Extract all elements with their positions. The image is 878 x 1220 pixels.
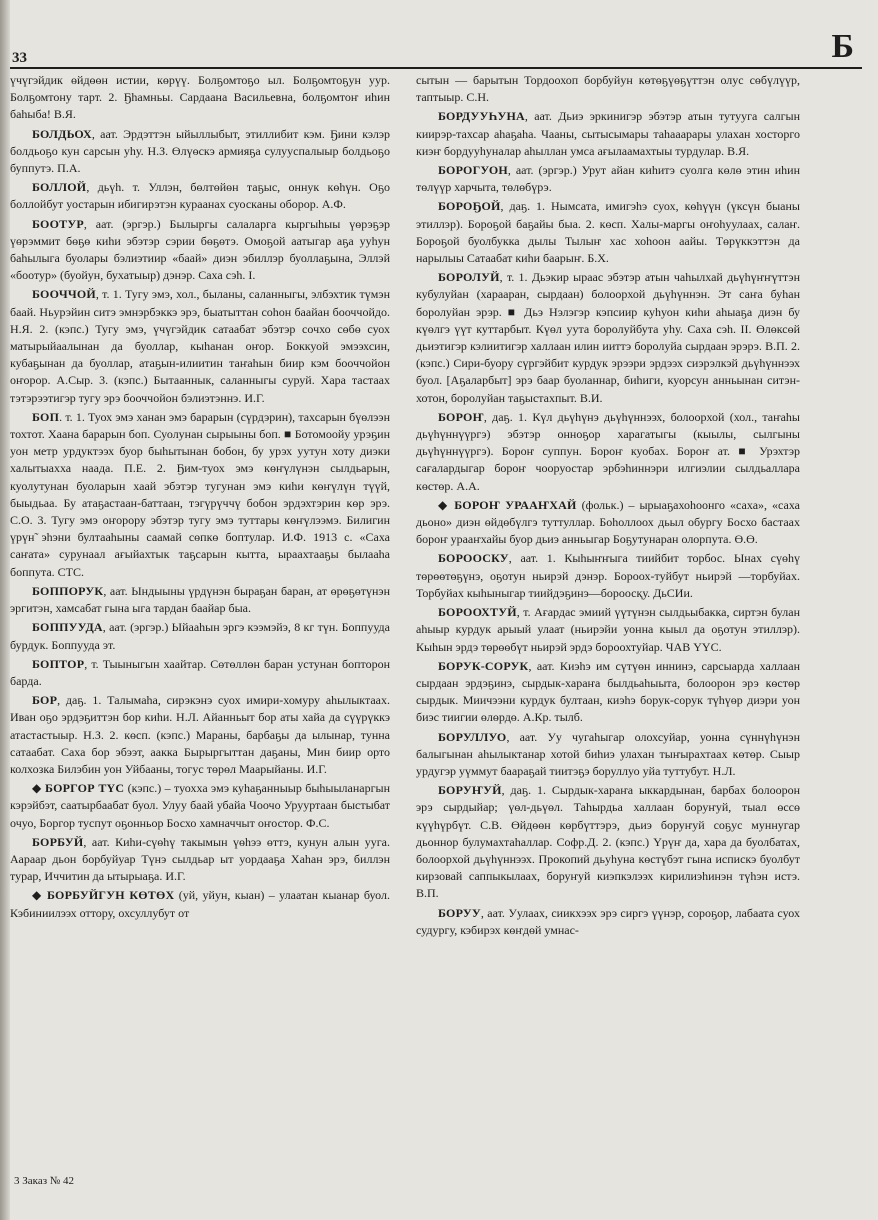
dictionary-entry bbox=[416, 162, 800, 196]
entry-definition: (кэпс.) – туохха эмэ куһаҕанныыр быһыыланаргын кэрэйбэт, саатырбаабат буол. Улуу баай убайа Чоочо Урууртаан быстыбат очуо, Боргор туспут оҕонньор Босхо хамначчыт оҥостор. Ф.С. bbox=[10, 781, 390, 830]
dictionary-entry bbox=[10, 286, 390, 406]
entry-definition: үчүгэйдик өйдөөн истии, көрүү. Болҕомтоҕо ыл. Болҕомтоҕун уур. Болҕомтону тарт. 2. Ҕһамньы. Сардаана Васильевна, болҕомтоҥ иһин баһыба! В.Я. bbox=[10, 73, 390, 122]
entry-headword: БООТУР bbox=[32, 216, 84, 231]
entry-headword: БОППОРУК bbox=[32, 583, 104, 598]
entry-definition: , даҕ. 1. Нымсата, имигэһэ суох, көһүүн (үксүн быаны этиллэр). Бороҕой баҕайы быа. 2. көсп. Халы-маргы оҥоһуулаах, салаҥ. Бороҕой буолбукка дылы Тылыҥ хас хоһоон аайы. Төрүккэттэн да нарылыы Сатаабат киһи баарыҥ. Б.Х. bbox=[416, 199, 800, 266]
dictionary-entry bbox=[10, 692, 390, 778]
idiom-marker-icon: ◆ bbox=[32, 888, 47, 903]
dictionary-entry bbox=[10, 72, 390, 124]
entry-definition: , аат. Киэһэ им сүтүөн иннинэ, сарсыарда халлаан сырдаан эрдэҕинэ, сырдык-хараҥа былдьаһыыта, болоорон эрэ көстөр сырдык. Миичээни курдук бултаан, киэһэ борук-сорук түһүөр диэри уон биэс тиигии өлөрдө. А.Кр. тылб. bbox=[416, 658, 800, 725]
entry-definition: , даҕ. 1. Күл дьүһүнэ дьүһүннээх, болоорхой (хол., таҥаһы дьүһүннүүргэ) эбэтэр онноҕор харагатыгы (кыылы, сылгыны дьүһүннүүргэ). Бороҥ суппун. Бороҥ куобах. Бороҥ ат. ■ Урэхтэр сағалардыгар бороҥ чооруостар эрбэһиннэри илгиэлии сылдьаллара көстөр. А.А. bbox=[416, 409, 800, 493]
entry-definition: , даҕ. 1. Талымаһа, сирэкэнэ суох имири-хомуру аһылыктаах. Иван оҕо эрдэҕиттэн бор киһи. Н.Л. Айанньыт бор аты хайа да сүүрүккэ атастастыыр. Н.З. 2. көсп. (кэпс.) Мараны, барбаҕы да ылынар, тунна сатаабат. Саха бор эбээт, аакка Бырыргыттан даҕаны, Мин биир орто колхозка Билэбин уон Уйбааны, тогус төрөл Маарыйаны. И.Г. bbox=[10, 693, 390, 776]
dictionary-entry bbox=[10, 409, 390, 581]
dictionary-entry bbox=[10, 179, 390, 213]
entry-definition: (уй, уйун, кыан) – улаатан кыанар буол. Кэбиниилээх оттору, охсуллубут от bbox=[10, 888, 390, 920]
entry-headword: БОППУУДА bbox=[32, 620, 103, 635]
dictionary-entry bbox=[10, 216, 390, 285]
entry-definition: , аат. Киһи-сүөһү такымын үөһээ өттэ, кунун алын ууга. Аараар дьон борбуйуар Түнэ сылдьар ыт уордааҕа Хаһан эрэ, биллэн турар, Иччитин да ытырыаҕа. И.Г. bbox=[10, 834, 390, 884]
page-number: 33 bbox=[12, 50, 27, 66]
entry-headword: БОПТОР bbox=[32, 656, 85, 671]
entry-definition: , аат. Дьиэ эркинигэр эбэтэр атын тутууга салгын киирэр-тахсар аһаҕаһа. Чааны, сытысымары таһааарары улахан хосторго киэҥ бордууһуналар аһыллан умса ағылаамахтыы турдулар. В.Я. bbox=[416, 109, 800, 158]
dictionary-entry bbox=[416, 905, 800, 939]
entry-definition: , т. 1. Дьэкир ыраас эбэтэр атын чаһылхай дьүһүҥҥүттэн кубулуйан (харааран, сырдаан) болоорхой дьүһүннэн. Эт саҥа буһан боролуйан эрэр. ■ Дьэ Нэлэгэр кэпсиир куһуон киһи аһыаҕа диэн бу күөлгэ үүт куттарбыт. Күөл уута боролуйбута уһу. Саха сэһ. II. Өлөксөй дьиэтигэр кэлиитигэр халлаан илин ииттэ боролуйа сырдаан эрэрэ. В.П. 2. (кэпс.) Сири-буору сүргэйбит курдук эрээри эрдээх сиэрэлкэй дьүһүннээх буол. [Аҕаларбыт] эрэ баар буоланнар, биһиги, куорсун анньынан ситэн-хотон, боролуйан таҕыстахпыт. В.И. bbox=[416, 270, 800, 405]
entry-definition: , аат. 1. Кыһыҥҥыга тиийбит торбос. Ынах сүөһү төрөөтөҕүнэ, оҕотун ньирэй дэнэр. Бороох-туйбут ньирэй —торбуйах. Торбуйах кыһыныгар тиийдэҕинэ—бороосқу. ДьСИи. bbox=[416, 551, 800, 600]
entry-definition: , аат. Уулаах, сиикхээх эрэ сиргэ үүнэр, сороҕор, лабаата суох судургу, кэбирэх көҥдөй умнас- bbox=[416, 905, 800, 937]
dictionary-entry bbox=[10, 780, 390, 832]
idiom-marker-icon: ◆ bbox=[438, 497, 455, 512]
dictionary-entry bbox=[10, 583, 390, 617]
entry-headword: БОП bbox=[32, 409, 60, 424]
entry-headword: БОРДУУҺУНА bbox=[438, 109, 525, 124]
entry-headword: БОРОҔОЙ bbox=[438, 199, 501, 214]
entry-headword: БОРОҤ УРААҤХАЙ bbox=[454, 497, 577, 512]
entry-headword: БОРБУЙГУН КӨТӨХ bbox=[47, 888, 175, 903]
entry-definition: , даҕ. 1. Сырдык-хараҥа ыккардынан, барбах болоорон эрэ сырдыйар; үөл-дьүөл. Таһырдьа халлаан боруҥуй, тыал өссө күүһүрбүт. С.В. Өйдөөн көрбүттэрэ, дьиэ боруҥуй соҕус муннугар дьоннор булумахтаһаллар. Софр.Д. 2. (кэпс.) Үрүҥ да, хара да буолбатах, болоорхой дьүһүннээх. Прокопий дьуһуна көстүбэт гына испискэ буолбут кирзовай саппыкылаах, боруҥуй киэпкэлээх кирилиэһинэн түһэн истэ. В.П. bbox=[416, 783, 800, 901]
entry-definition: , аат. Ындыыны үрдүнэн быраҕан баран, ат өрөҕөтүнэн эргитэн, хамсабат гына ыга тардан баайар быа. bbox=[10, 583, 390, 616]
entry-headword: БОРГОР ТҮС bbox=[45, 781, 125, 796]
dictionary-entry bbox=[10, 656, 390, 690]
entry-headword: БОРУЛЛУО bbox=[438, 729, 507, 744]
entry-headword: БОРУК-СОРУК bbox=[438, 658, 529, 673]
entry-headword: БОЛЛОЙ bbox=[32, 180, 87, 195]
entry-headword: БОРОҤ bbox=[438, 409, 484, 424]
entry-definition: , аат. (эргэр.) Былыргы салаларга кыргыһыы үөрэҕэр үөрэммит бөҕө киһи эбэтэр сэрии бөҕөтэ. Омоҕой аатыгар аҕа ууһун баһылыга буолары бэлиэтиир «баай» диэн эбиллэр буоллаҕына, Эллэй «боотур» (буойун, бухатыыр) дэнэр. Саха сэһ. І. bbox=[10, 216, 390, 283]
entry-headword: БОРБУЙ bbox=[32, 834, 84, 849]
entry-definition: , аат. (эргэр.) Ыйааһын эргэ кээмэйэ, 8 кг түн. Боппууда бурдук. Боппууда эт. bbox=[10, 620, 390, 652]
dictionary-entry bbox=[416, 729, 800, 781]
entry-headword: БООЧЧОЙ bbox=[32, 287, 96, 302]
entry-definition: (фольк.) – ырыаҕахоһоонго «саха», «саха дьоно» диэн өйдөбүлгэ туттуллар. Боһоллоох дьыл обургу Босхо бастаах бороҥ урааҥхайы буор дьиэ анньыгар Боҕутунаран олорпута. Ө.Ө. bbox=[416, 497, 800, 547]
dictionary-entry bbox=[416, 604, 800, 656]
entry-definition: , т. Ағардас эмиий үүтүнэн сылдьыбакка, сиртэн булан аһыыр курдук арыый улаат (ньирэйи уонна кыыл да оҕотун этиллэр). Кыһын эрдэ төрөөбүт ньирэй эрдэ бороохтуйар. ЧАВ ҮҮС. bbox=[416, 605, 800, 654]
dictionary-entry bbox=[416, 658, 800, 727]
dictionary-entry bbox=[416, 550, 800, 602]
entry-definition: сытын — барытын Тордоохоп борбуйун көтөҕүөҕүттэн олус сөбүлүүр, таптыыр. С.Н. bbox=[416, 73, 800, 105]
dictionary-entry bbox=[10, 619, 390, 653]
left-column bbox=[10, 72, 390, 1180]
running-head-letter: Б bbox=[831, 28, 854, 65]
dictionary-entry bbox=[416, 782, 800, 902]
entry-definition: . т. 1. Туох эмэ ханан эмэ барарын (сүрдэрин), тахсарын бүөлээн тохтот. Хаана барарын боп. Суолунан сырыыны боп. ■ Ботомоойу урэҕин уон метр урдуктээх буор быһытынан бобон, бу урэх уутун хоту диэки халытыахха наада. П.Е. 2. Ҕим-туох эмэ көҥүлүнэн сылдьарын, куолутунан буоларын хаай эбэтэр тугунан эмэ киһи көҥүлүн түүй, быыдьаа. Бу атаҕастаан-баттаан, тэгүрүччү бобон эрдэхтэрин көр эрэ. С.О. 3. Тугу эмэ оҥорору эбэтэр тугу эмэ туттары көҥүлээмэ. Билигин үрүн̃ эһэни бултааһыны саамай сөпкө боптулар. И.Ф. 1913 с. «Саха саҥата» сурунаал ағыйахтык таҕсарын кытта, ыраахтааҕы былааһа боппута. СТС. bbox=[10, 409, 390, 579]
entry-headword: БОР bbox=[32, 693, 58, 708]
entry-definition: , аат. Уу чугаһыгар олохсуйар, уонна сүннүһүнэн балыгынан аһылыктанар хотой биһиэ улахан тыҥырахтаах көтөр. Сыыр урдугэр уүммут баараҕай тиитэҕэ боруллуо уйа туттубут. Н.Л. bbox=[416, 729, 800, 778]
entry-headword: БОРОЛУЙ bbox=[438, 270, 500, 285]
dictionary-entry bbox=[10, 887, 390, 921]
dictionary-entry bbox=[416, 108, 800, 160]
dictionary-entry bbox=[10, 126, 390, 178]
dictionary-entry bbox=[416, 72, 800, 106]
entry-headword: БОРОГУОН bbox=[438, 163, 508, 178]
dictionary-entry bbox=[416, 269, 800, 407]
entry-headword: БОРУҤУЙ bbox=[438, 783, 502, 798]
right-column bbox=[416, 72, 800, 1180]
dictionary-entry bbox=[10, 834, 390, 886]
entry-definition: , аат. Эрдэттэн ыйыллыбыт, этиллибит кэм. Ҕини кэлэр болдьоҕо кун сарсын уһу. Н.З. Өлүөскэ армияҕа сулууспалыыр болдьоҕо буппутэ. П.А. bbox=[10, 126, 390, 176]
entry-definition: , т. Тыыныгын хаайтар. Сөтөллөн баран устунан бопторон барда. bbox=[10, 656, 390, 688]
entry-headword: БОЛДЬОХ bbox=[32, 126, 92, 141]
dictionary-entry bbox=[416, 497, 800, 549]
idiom-marker-icon: ◆ bbox=[32, 781, 46, 796]
entry-definition: , аат. (эргэр.) Урут айан киһитэ суолга көлө этин иһин төлүүр харчыта, төлөбүрэ. bbox=[416, 163, 800, 195]
dictionary-entry bbox=[416, 198, 800, 267]
dictionary-entry bbox=[416, 409, 800, 495]
entry-headword: БОРООСКУ bbox=[438, 551, 509, 566]
entry-headword: БОРУУ bbox=[438, 905, 481, 920]
header-rule bbox=[10, 67, 862, 69]
entry-definition: , т. 1. Тугу эмэ, хол., быланы, саланныгы, элбэхтик түмэн баай. Ньурэйин ситэ эмнэрбэккэ эрэ, быатыттан соһон баайан бооччойдо. Н.Я. 2. (кэпс.) Тугу эмэ, үчүгэйдик сатаабат эбэтэр сочхо сөбө суох матырыйаалынан да буоллар, кыһанан оҥор. Боккуой эмээхсин, кубаҕынан да буоллар, атаҕын-илиитин таҥаһын биир кэм бооччойон оҥорор. А.Сыр. 3. (кэпс.) Бытааннык, саланныгы суруй. Хара тастаах тэтэрээтигэр тугу эрэ бооччойон бэлиэтэннэ. И.Г. bbox=[10, 287, 390, 405]
entry-definition: , дьүһ. т. Уллэн, бөлтөйөн таҕыс, оннук көһүн. Оҕо боллойбут уостарын ибигирэтэн кураанах суосканы оборор. А.Ф. bbox=[10, 180, 390, 212]
printer-signature: 3 Заказ № 42 bbox=[14, 1175, 75, 1187]
entry-headword: БОРООХТУЙ bbox=[438, 605, 517, 620]
